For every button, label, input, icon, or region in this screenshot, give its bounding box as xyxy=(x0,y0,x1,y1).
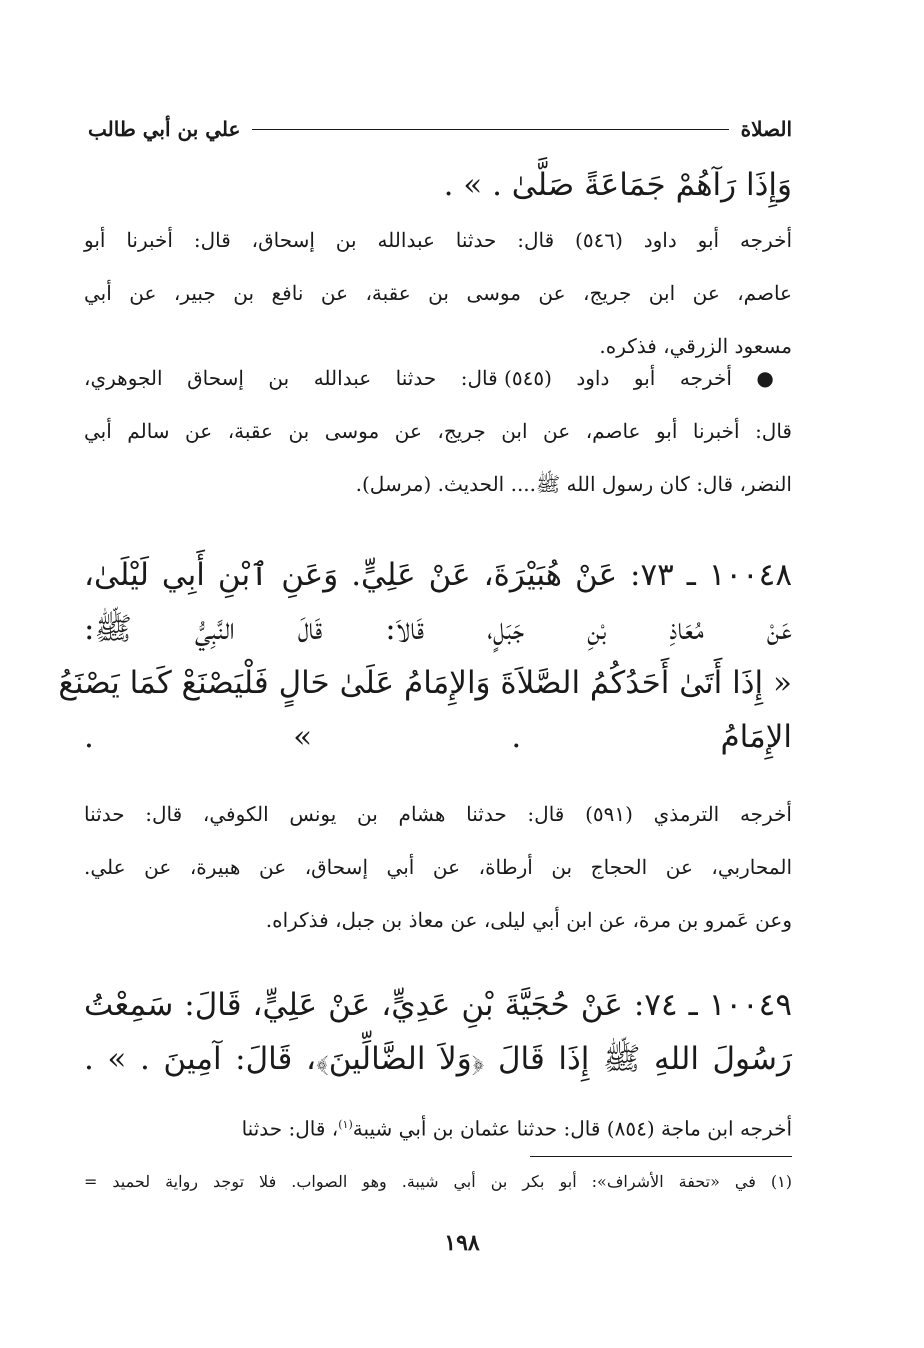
hadith-text xyxy=(84,158,792,212)
text-line: أخرجه الترمذي (٥٩١) قال: حدثنا هشام بن يونس الكوفي، قال: حدثنا xyxy=(84,802,792,826)
takhrij-paragraph xyxy=(84,214,792,373)
footnote-text: (١) في «تحفة الأشراف»: أبو بكر بن أبي شيبة. وهو الصواب. فلا توجد رواية لحميد = xyxy=(84,1172,792,1191)
text-line: أخرجه أبو داود (٥٤٦) قال: حدثنا عبدالله بن إسحاق، قال: أخبرنا أبو xyxy=(84,228,792,252)
takhrij-paragraph xyxy=(84,788,792,947)
page-number: ١٩٨ xyxy=(444,1230,480,1256)
hadith-text xyxy=(58,548,792,764)
text-line: ١٠٠٤٩ ـ ٧٤: عَنْ حُجَيَّةَ بْنِ عَدِيٍّ، عَنْ عَلِيٍّ، قَالَ: سَمِعْتُ xyxy=(84,987,792,1023)
header-narrator-title: علي بن أبي طالب xyxy=(88,117,241,141)
text-line: عَنْ مُعَاذِ بْنِ جَبَلٍ، قَالاَ: قَالَ النَّبِيُّ ﷺ: xyxy=(84,611,792,647)
header-rule xyxy=(252,129,728,130)
text-line: ١٠٠٤٨ ـ ٧٣: عَنْ هُبَيْرَةَ، عَنْ عَلِيٍّ. وَعَنِ ٱبْنِ أَبِي لَيْلَىٰ، xyxy=(84,557,792,593)
text-line: قال: أخبرنا أبو عاصم، عن ابن جريج، عن موسى بن عقبة، عن سالم أبي xyxy=(84,419,792,443)
text-line: المحاربي، عن الحجاج بن أرطاة، عن أبي إسحاق، عن هبيرة، عن علي. xyxy=(84,855,792,879)
text-line: وعن عَمرو بن مرة، عن ابن أبي ليلى، عن معاذ بن جبل، فذكراه. xyxy=(265,908,792,932)
text-line: أخرجه ابن ماجة (٨٥٤) قال: حدثنا عثمان بن أبي شيبة$^{(١)}$، قال: حدثنا xyxy=(241,1116,792,1141)
footnote-separator xyxy=(530,1156,792,1157)
footnote-reference: (١) xyxy=(338,1118,353,1131)
text-line: « إِذَا أَتَىٰ أَحَدُكُمُ الصَّلاَةَ وَالإِمَامُ عَلَىٰ حَالٍ فَلْيَصْنَعْ كَمَا يَصْنَعُ xyxy=(58,665,792,701)
hadith-text xyxy=(84,978,792,1086)
text-line: وَإِذَا رَآهُمْ جَمَاعَةً صَلَّىٰ . » . xyxy=(443,167,792,203)
text-line: عاصم، عن ابن جريج، عن موسى بن عقبة، عن نافع بن جبير، عن أبي xyxy=(84,281,792,305)
takhrij-paragraph xyxy=(84,1098,792,1151)
takhrij-paragraph xyxy=(84,352,792,511)
header-chapter-title: الصلاة xyxy=(740,117,792,141)
text-line: رَسُولَ اللهِ ﷺ إِذَا قَالَ ﴿وَلاَ الضَّالِّينَ﴾، قَالَ: آمِينَ . » . xyxy=(84,1041,792,1077)
running-header xyxy=(88,112,792,146)
text-line: ● أخرجه أبو داود (٥٤٥) قال: حدثنا عبدالله بن إسحاق الجوهري، xyxy=(84,366,792,390)
text-line: مسعود الزرقي، فذكره. xyxy=(599,334,792,358)
text-line: النضر، قال: كان رسول الله ﷺ.... الحديث. (مرسل). xyxy=(355,472,792,496)
text-line: الإِمَامُ . » . xyxy=(84,719,792,755)
